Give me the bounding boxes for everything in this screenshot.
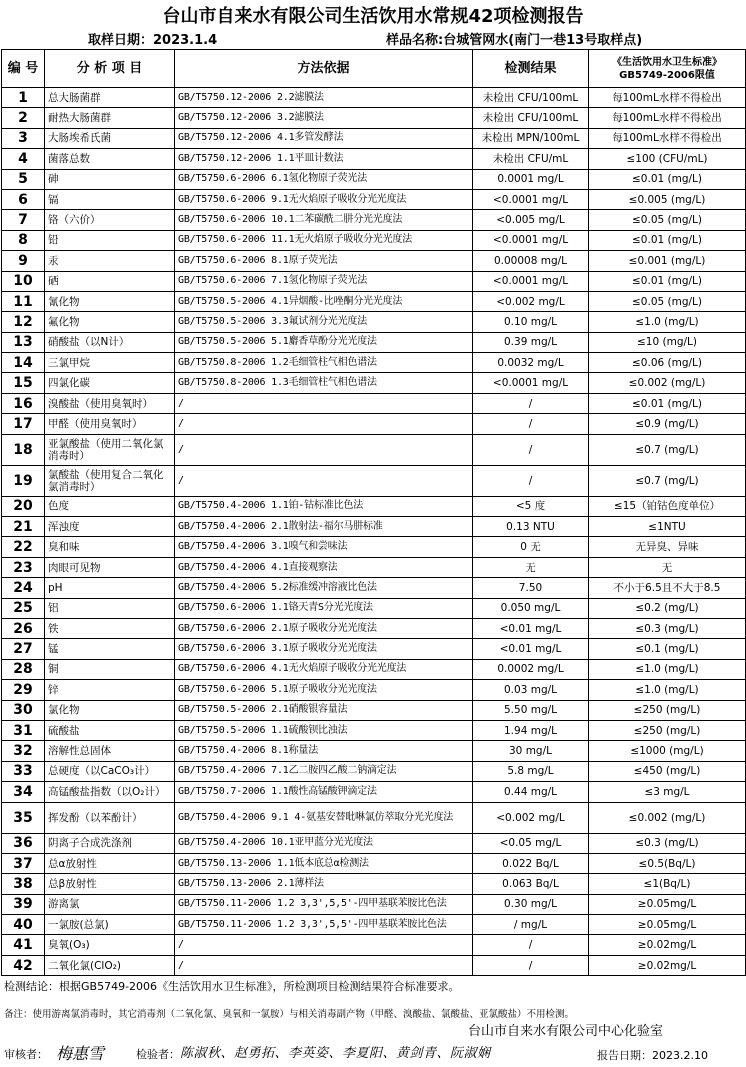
standard-limit: ≤1.0 (mg/L): [589, 680, 746, 700]
table-row: [2, 700, 746, 720]
analysis-item: 臭氧(O₃): [45, 935, 175, 955]
analysis-item: 甲醛（使用臭氧时）: [45, 414, 175, 434]
test-result: 0.0002 mg/L: [473, 659, 589, 679]
standard-limit: ≤250 (mg/L): [589, 720, 746, 740]
method-basis: GB/T5750.7-2006 1.1酸性高锰酸钾滴定法: [175, 782, 473, 802]
table-row: [2, 291, 746, 311]
analysis-item: 铁: [45, 618, 175, 638]
method-basis: GB/T5750.5-2006 1.1硫酸钡比浊法: [175, 720, 473, 740]
analysis-item: 铅: [45, 230, 175, 250]
test-result: 1.94 mg/L: [473, 720, 589, 740]
conclusion-text: 检测结论：根据GB5749-2006《生活饮用水卫生标准》，所检测项目检测结果符合标准要求。: [4, 980, 460, 993]
report-title: 台山市自来水有限公司生活饮用水常规42项检测报告: [162, 6, 584, 27]
row-number: 22: [2, 537, 45, 557]
analysis-item: 总β放射性: [45, 874, 175, 894]
test-result: /: [473, 414, 589, 434]
header-item: 分 析 项 目: [45, 50, 175, 88]
analysis-item: 氟化物: [45, 312, 175, 332]
row-number: 3: [2, 128, 45, 148]
row-number: 12: [2, 312, 45, 332]
method-basis: /: [175, 434, 473, 465]
test-result: <0.005 mg/L: [473, 210, 589, 230]
analysis-item: 菌落总数: [45, 149, 175, 169]
inspector-label: 检验者：: [136, 1048, 180, 1061]
row-number: 38: [2, 874, 45, 894]
analysis-item: 二氧化氯(ClO₂): [45, 955, 175, 975]
sample-name: 样品名称:台城管网水(南门一巷13号取样点): [386, 33, 643, 48]
analysis-item: 锰: [45, 639, 175, 659]
row-number: 20: [2, 496, 45, 516]
test-result: <0.0001 mg/L: [473, 230, 589, 250]
table-row: [2, 537, 746, 557]
table-header-row: [2, 50, 746, 88]
table-row: [2, 210, 746, 230]
table-row: [2, 894, 746, 914]
row-number: 28: [2, 659, 45, 679]
row-number: 6: [2, 189, 45, 209]
analysis-item: 汞: [45, 251, 175, 271]
standard-limit: ≤0.002 (mg/L): [589, 802, 746, 833]
standard-limit: ≤15（铂钴色度单位）: [589, 496, 746, 516]
method-basis: GB/T5750.5-2006 5.1麝香草酚分光光度法: [175, 332, 473, 352]
standard-limit: ≤3 mg/L: [589, 782, 746, 802]
method-basis: GB/T5750.6-2006 2.1原子吸收分光光度法: [175, 618, 473, 638]
row-number: 31: [2, 720, 45, 740]
analysis-item: 高锰酸盐指数（以O₂计）: [45, 782, 175, 802]
table-row: [2, 271, 746, 291]
test-result: 0.30 mg/L: [473, 894, 589, 914]
method-basis: GB/T5750.4-2006 3.1嗅气和尝味法: [175, 537, 473, 557]
standard-limit: ≤0.05 (mg/L): [589, 210, 746, 230]
method-basis: GB/T5750.12-2006 4.1多管发酵法: [175, 128, 473, 148]
row-number: 17: [2, 414, 45, 434]
table-row: [2, 128, 746, 148]
analysis-item: 大肠埃希氏菌: [45, 128, 175, 148]
analysis-item: 砷: [45, 169, 175, 189]
row-number: 18: [2, 434, 45, 465]
table-row: [2, 353, 746, 373]
row-number: 37: [2, 853, 45, 873]
standard-limit: ≤0.01 (mg/L): [589, 393, 746, 413]
row-number: 42: [2, 955, 45, 975]
test-result: 0.00008 mg/L: [473, 251, 589, 271]
report-date: 报告日期：2023.2.10: [597, 1049, 708, 1062]
test-result: 5.8 mg/L: [473, 761, 589, 781]
standard-limit: ≤1NTU: [589, 517, 746, 537]
note-text: 备注：使用游离氯消毒时，其它消毒剂（二氧化氯、臭氧和一氯胺）与相关消毒副产物（甲醛、溴酸盐、氯酸盐、亚氯酸盐）不用检测。: [4, 1009, 575, 1020]
method-basis: GB/T5750.4-2006 2.1散射法-福尔马肼标准: [175, 517, 473, 537]
method-basis: GB/T5750.6-2006 7.1氢化物原子荧光法: [175, 271, 473, 291]
analysis-item: 硫酸盐: [45, 720, 175, 740]
analysis-item: 氯酸盐（使用复合二氧化氯消毒时）: [45, 465, 175, 496]
table-row: [2, 414, 746, 434]
standard-limit: 不小于6.5且不大于8.5: [589, 578, 746, 598]
table-row: [2, 149, 746, 169]
test-result: <0.002 mg/L: [473, 291, 589, 311]
reviewer-label: 审核者：: [4, 1048, 48, 1061]
row-number: 30: [2, 700, 45, 720]
standard-limit: ≤0.01 (mg/L): [589, 271, 746, 291]
test-result: /: [473, 434, 589, 465]
method-basis: GB/T5750.6-2006 4.1无火焰原子吸收分光光度法: [175, 659, 473, 679]
method-basis: /: [175, 935, 473, 955]
row-number: 24: [2, 578, 45, 598]
method-basis: GB/T5750.4-2006 4.1直接观察法: [175, 557, 473, 577]
standard-limit: 无异臭、异味: [589, 537, 746, 557]
table-row: [2, 108, 746, 128]
method-basis: GB/T5750.6-2006 9.1无火焰原子吸收分光光度法: [175, 189, 473, 209]
test-result: 0.0032 mg/L: [473, 353, 589, 373]
test-result: 0.063 Bq/L: [473, 874, 589, 894]
table-row: [2, 955, 746, 975]
standard-limit: 无: [589, 557, 746, 577]
table-row: [2, 88, 746, 108]
standard-limit: ≤100 (CFU/mL): [589, 149, 746, 169]
standard-limit: 每100mL水样不得检出: [589, 128, 746, 148]
table-row: [2, 332, 746, 352]
row-number: 14: [2, 353, 45, 373]
sample-date: 取样日期：2023.1.4: [88, 33, 218, 48]
analysis-item: 臭和味: [45, 537, 175, 557]
standard-limit: ≤0.5(Bq/L): [589, 853, 746, 873]
table-row: [2, 465, 746, 496]
table-row: [2, 782, 746, 802]
analysis-item: 阴离子合成洗涤剂: [45, 833, 175, 853]
test-result: /: [473, 955, 589, 975]
standard-limit: ≤0.3 (mg/L): [589, 833, 746, 853]
analysis-item: 游离氯: [45, 894, 175, 914]
table-row: [2, 720, 746, 740]
table-row: [2, 434, 746, 465]
test-result: 0.03 mg/L: [473, 680, 589, 700]
row-number: 16: [2, 393, 45, 413]
table-row: [2, 741, 746, 761]
analysis-item: 挥发酚（以苯酚计）: [45, 802, 175, 833]
method-basis: GB/T5750.4-2006 9.1 4-氨基安替吡啉氯仿萃取分光光度法: [175, 802, 473, 833]
test-result: 0.13 NTU: [473, 517, 589, 537]
table-row: [2, 874, 746, 894]
table-row: [2, 598, 746, 618]
analysis-item: 耐热大肠菌群: [45, 108, 175, 128]
header-result: 检测结果: [473, 50, 589, 88]
row-number: 10: [2, 271, 45, 291]
standard-limit: ≤0.7 (mg/L): [589, 465, 746, 496]
row-number: 39: [2, 894, 45, 914]
analysis-item: 色度: [45, 496, 175, 516]
standard-limit: ≥0.05mg/L: [589, 894, 746, 914]
standard-limit: ≤0.9 (mg/L): [589, 414, 746, 434]
test-result: 未检出 CFU/100mL: [473, 108, 589, 128]
method-basis: GB/T5750.4-2006 1.1铂-钴标准比色法: [175, 496, 473, 516]
standard-limit: ≤0.7 (mg/L): [589, 434, 746, 465]
test-result: 7.50: [473, 578, 589, 598]
standard-limit: ≤1(Bq/L): [589, 874, 746, 894]
standard-limit: 每100mL水样不得检出: [589, 88, 746, 108]
test-result: <0.05 mg/L: [473, 833, 589, 853]
row-number: 1: [2, 88, 45, 108]
analysis-item: 铬（六价）: [45, 210, 175, 230]
row-number: 27: [2, 639, 45, 659]
row-number: 5: [2, 169, 45, 189]
table-row: [2, 853, 746, 873]
analysis-item: 亚氯酸盐（使用二氧化氯消毒时）: [45, 434, 175, 465]
table-row: [2, 915, 746, 935]
results-table: [1, 49, 746, 976]
analysis-item: 浑浊度: [45, 517, 175, 537]
header-no: 编 号: [2, 50, 45, 88]
analysis-item: 铝: [45, 598, 175, 618]
row-number: 34: [2, 782, 45, 802]
analysis-item: 肉眼可见物: [45, 557, 175, 577]
method-basis: GB/T5750.11-2006 1.2 3,3',5,5'-四甲基联苯胺比色法: [175, 894, 473, 914]
standard-limit: ≤0.005 (mg/L): [589, 189, 746, 209]
standard-limit: ≥0.02mg/L: [589, 935, 746, 955]
standard-limit: ≤0.01 (mg/L): [589, 169, 746, 189]
method-basis: GB/T5750.6-2006 6.1氢化物原子荧光法: [175, 169, 473, 189]
standard-limit: ≤10 (mg/L): [589, 332, 746, 352]
test-result: 0.022 Bq/L: [473, 853, 589, 873]
standard-limit: ≤450 (mg/L): [589, 761, 746, 781]
method-basis: GB/T5750.4-2006 7.1乙二胺四乙酸二钠滴定法: [175, 761, 473, 781]
test-result: <0.0001 mg/L: [473, 271, 589, 291]
table-row: [2, 169, 746, 189]
table-row: [2, 761, 746, 781]
method-basis: GB/T5750.5-2006 3.3氟试剂分光光度法: [175, 312, 473, 332]
row-number: 21: [2, 517, 45, 537]
row-number: 26: [2, 618, 45, 638]
analysis-item: 氯化物: [45, 700, 175, 720]
reviewer-signature: 梅惠雪: [56, 1044, 105, 1063]
test-result: 0.44 mg/L: [473, 782, 589, 802]
header-standard: 《生活饮用水卫生标准》GB5749-2006限值: [589, 50, 746, 88]
table-row: [2, 373, 746, 393]
row-number: 15: [2, 373, 45, 393]
method-basis: /: [175, 465, 473, 496]
method-basis: /: [175, 393, 473, 413]
table-row: [2, 189, 746, 209]
row-number: 8: [2, 230, 45, 250]
inspector-signatures: 陈淑秋、赵勇拓、李英姿、李夏阳、黄剑青、阮淑娴: [180, 1046, 491, 1061]
sample-info: [0, 28, 746, 48]
row-number: 35: [2, 802, 45, 833]
test-result: <0.0001 mg/L: [473, 189, 589, 209]
test-result: /: [473, 935, 589, 955]
analysis-item: 锌: [45, 680, 175, 700]
method-basis: GB/T5750.5-2006 2.1硝酸银容量法: [175, 700, 473, 720]
test-result: / mg/L: [473, 915, 589, 935]
table-body: [2, 88, 746, 976]
method-basis: GB/T5750.8-2006 1.3毛细管柱气相色谱法: [175, 373, 473, 393]
test-result: 未检出 CFU/100mL: [473, 88, 589, 108]
table-row: [2, 833, 746, 853]
method-basis: GB/T5750.8-2006 1.2毛细管柱气相色谱法: [175, 353, 473, 373]
analysis-item: 硒: [45, 271, 175, 291]
standard-limit: ≤0.3 (mg/L): [589, 618, 746, 638]
test-result: 0.39 mg/L: [473, 332, 589, 352]
analysis-item: 氰化物: [45, 291, 175, 311]
row-number: 4: [2, 149, 45, 169]
row-number: 23: [2, 557, 45, 577]
test-result: 未检出 MPN/100mL: [473, 128, 589, 148]
method-basis: GB/T5750.6-2006 11.1无火焰原子吸收分光光度法: [175, 230, 473, 250]
test-result: <5 度: [473, 496, 589, 516]
table-row: [2, 578, 746, 598]
row-number: 29: [2, 680, 45, 700]
row-number: 7: [2, 210, 45, 230]
method-basis: GB/T5750.5-2006 4.1异烟酸-比唑酮分光光度法: [175, 291, 473, 311]
method-basis: GB/T5750.12-2006 1.1平皿计数法: [175, 149, 473, 169]
table-row: [2, 935, 746, 955]
method-basis: GB/T5750.12-2006 2.2滤膜法: [175, 88, 473, 108]
standard-limit: ≥0.05mg/L: [589, 915, 746, 935]
standard-limit: ≤0.2 (mg/L): [589, 598, 746, 618]
test-result: 0.0001 mg/L: [473, 169, 589, 189]
analysis-item: 总α放射性: [45, 853, 175, 873]
table-row: [2, 393, 746, 413]
standard-limit: ≤1000 (mg/L): [589, 741, 746, 761]
method-basis: /: [175, 414, 473, 434]
standard-limit: ≤0.1 (mg/L): [589, 639, 746, 659]
analysis-item: 溶解性总固体: [45, 741, 175, 761]
method-basis: GB/T5750.6-2006 8.1原子荧光法: [175, 251, 473, 271]
method-basis: GB/T5750.6-2006 3.1原子吸收分光光度法: [175, 639, 473, 659]
table-row: [2, 639, 746, 659]
standard-limit: 每100mL水样不得检出: [589, 108, 746, 128]
table-row: [2, 802, 746, 833]
row-number: 19: [2, 465, 45, 496]
method-basis: GB/T5750.13-2006 1.1低本底总α检测法: [175, 853, 473, 873]
table-row: [2, 680, 746, 700]
method-basis: /: [175, 955, 473, 975]
standard-limit: ≤0.001 (mg/L): [589, 251, 746, 271]
test-result: 30 mg/L: [473, 741, 589, 761]
lab-name: 台山市自来水有限公司中心化验室: [468, 1024, 664, 1039]
method-basis: GB/T5750.11-2006 1.2 3,3',5,5'-四甲基联苯胺比色法: [175, 915, 473, 935]
method-basis: GB/T5750.13-2006 2.1薄样法: [175, 874, 473, 894]
analysis-item: 硝酸盐（以N计）: [45, 332, 175, 352]
standard-limit: ≤1.0 (mg/L): [589, 312, 746, 332]
test-result: 未检出 CFU/mL: [473, 149, 589, 169]
row-number: 9: [2, 251, 45, 271]
method-basis: GB/T5750.4-2006 8.1称量法: [175, 741, 473, 761]
row-number: 33: [2, 761, 45, 781]
row-number: 40: [2, 915, 45, 935]
table-row: [2, 517, 746, 537]
row-number: 36: [2, 833, 45, 853]
standard-limit: ≤250 (mg/L): [589, 700, 746, 720]
method-basis: GB/T5750.12-2006 3.2滤膜法: [175, 108, 473, 128]
header-method: 方法依据: [175, 50, 473, 88]
test-result: <0.0001 mg/L: [473, 373, 589, 393]
test-result: 0 无: [473, 537, 589, 557]
analysis-item: pH: [45, 578, 175, 598]
analysis-item: 三氯甲烷: [45, 353, 175, 373]
method-basis: GB/T5750.4-2006 5.2标准缓冲溶液比色法: [175, 578, 473, 598]
table-row: [2, 557, 746, 577]
table-row: [2, 496, 746, 516]
test-result: /: [473, 393, 589, 413]
method-basis: GB/T5750.6-2006 1.1铬天青S分光光度法: [175, 598, 473, 618]
analysis-item: 四氯化碳: [45, 373, 175, 393]
row-number: 2: [2, 108, 45, 128]
standard-limit: ≤0.05 (mg/L): [589, 291, 746, 311]
table-row: [2, 618, 746, 638]
test-result: 0.10 mg/L: [473, 312, 589, 332]
method-basis: GB/T5750.6-2006 5.1原子吸收分光光度法: [175, 680, 473, 700]
table-row: [2, 251, 746, 271]
table-row: [2, 230, 746, 250]
analysis-item: 一氯胺(总氯): [45, 915, 175, 935]
test-result: <0.01 mg/L: [473, 618, 589, 638]
table-row: [2, 312, 746, 332]
test-result: 5.50 mg/L: [473, 700, 589, 720]
method-basis: GB/T5750.4-2006 10.1亚甲蓝分光光度法: [175, 833, 473, 853]
analysis-item: 铜: [45, 659, 175, 679]
method-basis: GB/T5750.6-2006 10.1二苯碳酰二肼分光光度法: [175, 210, 473, 230]
test-result: 无: [473, 557, 589, 577]
row-number: 25: [2, 598, 45, 618]
standard-limit: ≤0.002 (mg/L): [589, 373, 746, 393]
test-result: <0.01 mg/L: [473, 639, 589, 659]
standard-limit: ≤1.0 (mg/L): [589, 659, 746, 679]
test-result: 0.050 mg/L: [473, 598, 589, 618]
test-result: <0.002 mg/L: [473, 802, 589, 833]
analysis-item: 总大肠菌群: [45, 88, 175, 108]
standard-limit: ≥0.02mg/L: [589, 955, 746, 975]
row-number: 13: [2, 332, 45, 352]
row-number: 41: [2, 935, 45, 955]
analysis-item: 镉: [45, 189, 175, 209]
analysis-item: 溴酸盐（使用臭氧时）: [45, 393, 175, 413]
standard-limit: ≤0.01 (mg/L): [589, 230, 746, 250]
test-result: /: [473, 465, 589, 496]
row-number: 32: [2, 741, 45, 761]
table-row: [2, 659, 746, 679]
row-number: 11: [2, 291, 45, 311]
standard-limit: ≤0.06 (mg/L): [589, 353, 746, 373]
analysis-item: 总硬度（以CaCO₃计）: [45, 761, 175, 781]
